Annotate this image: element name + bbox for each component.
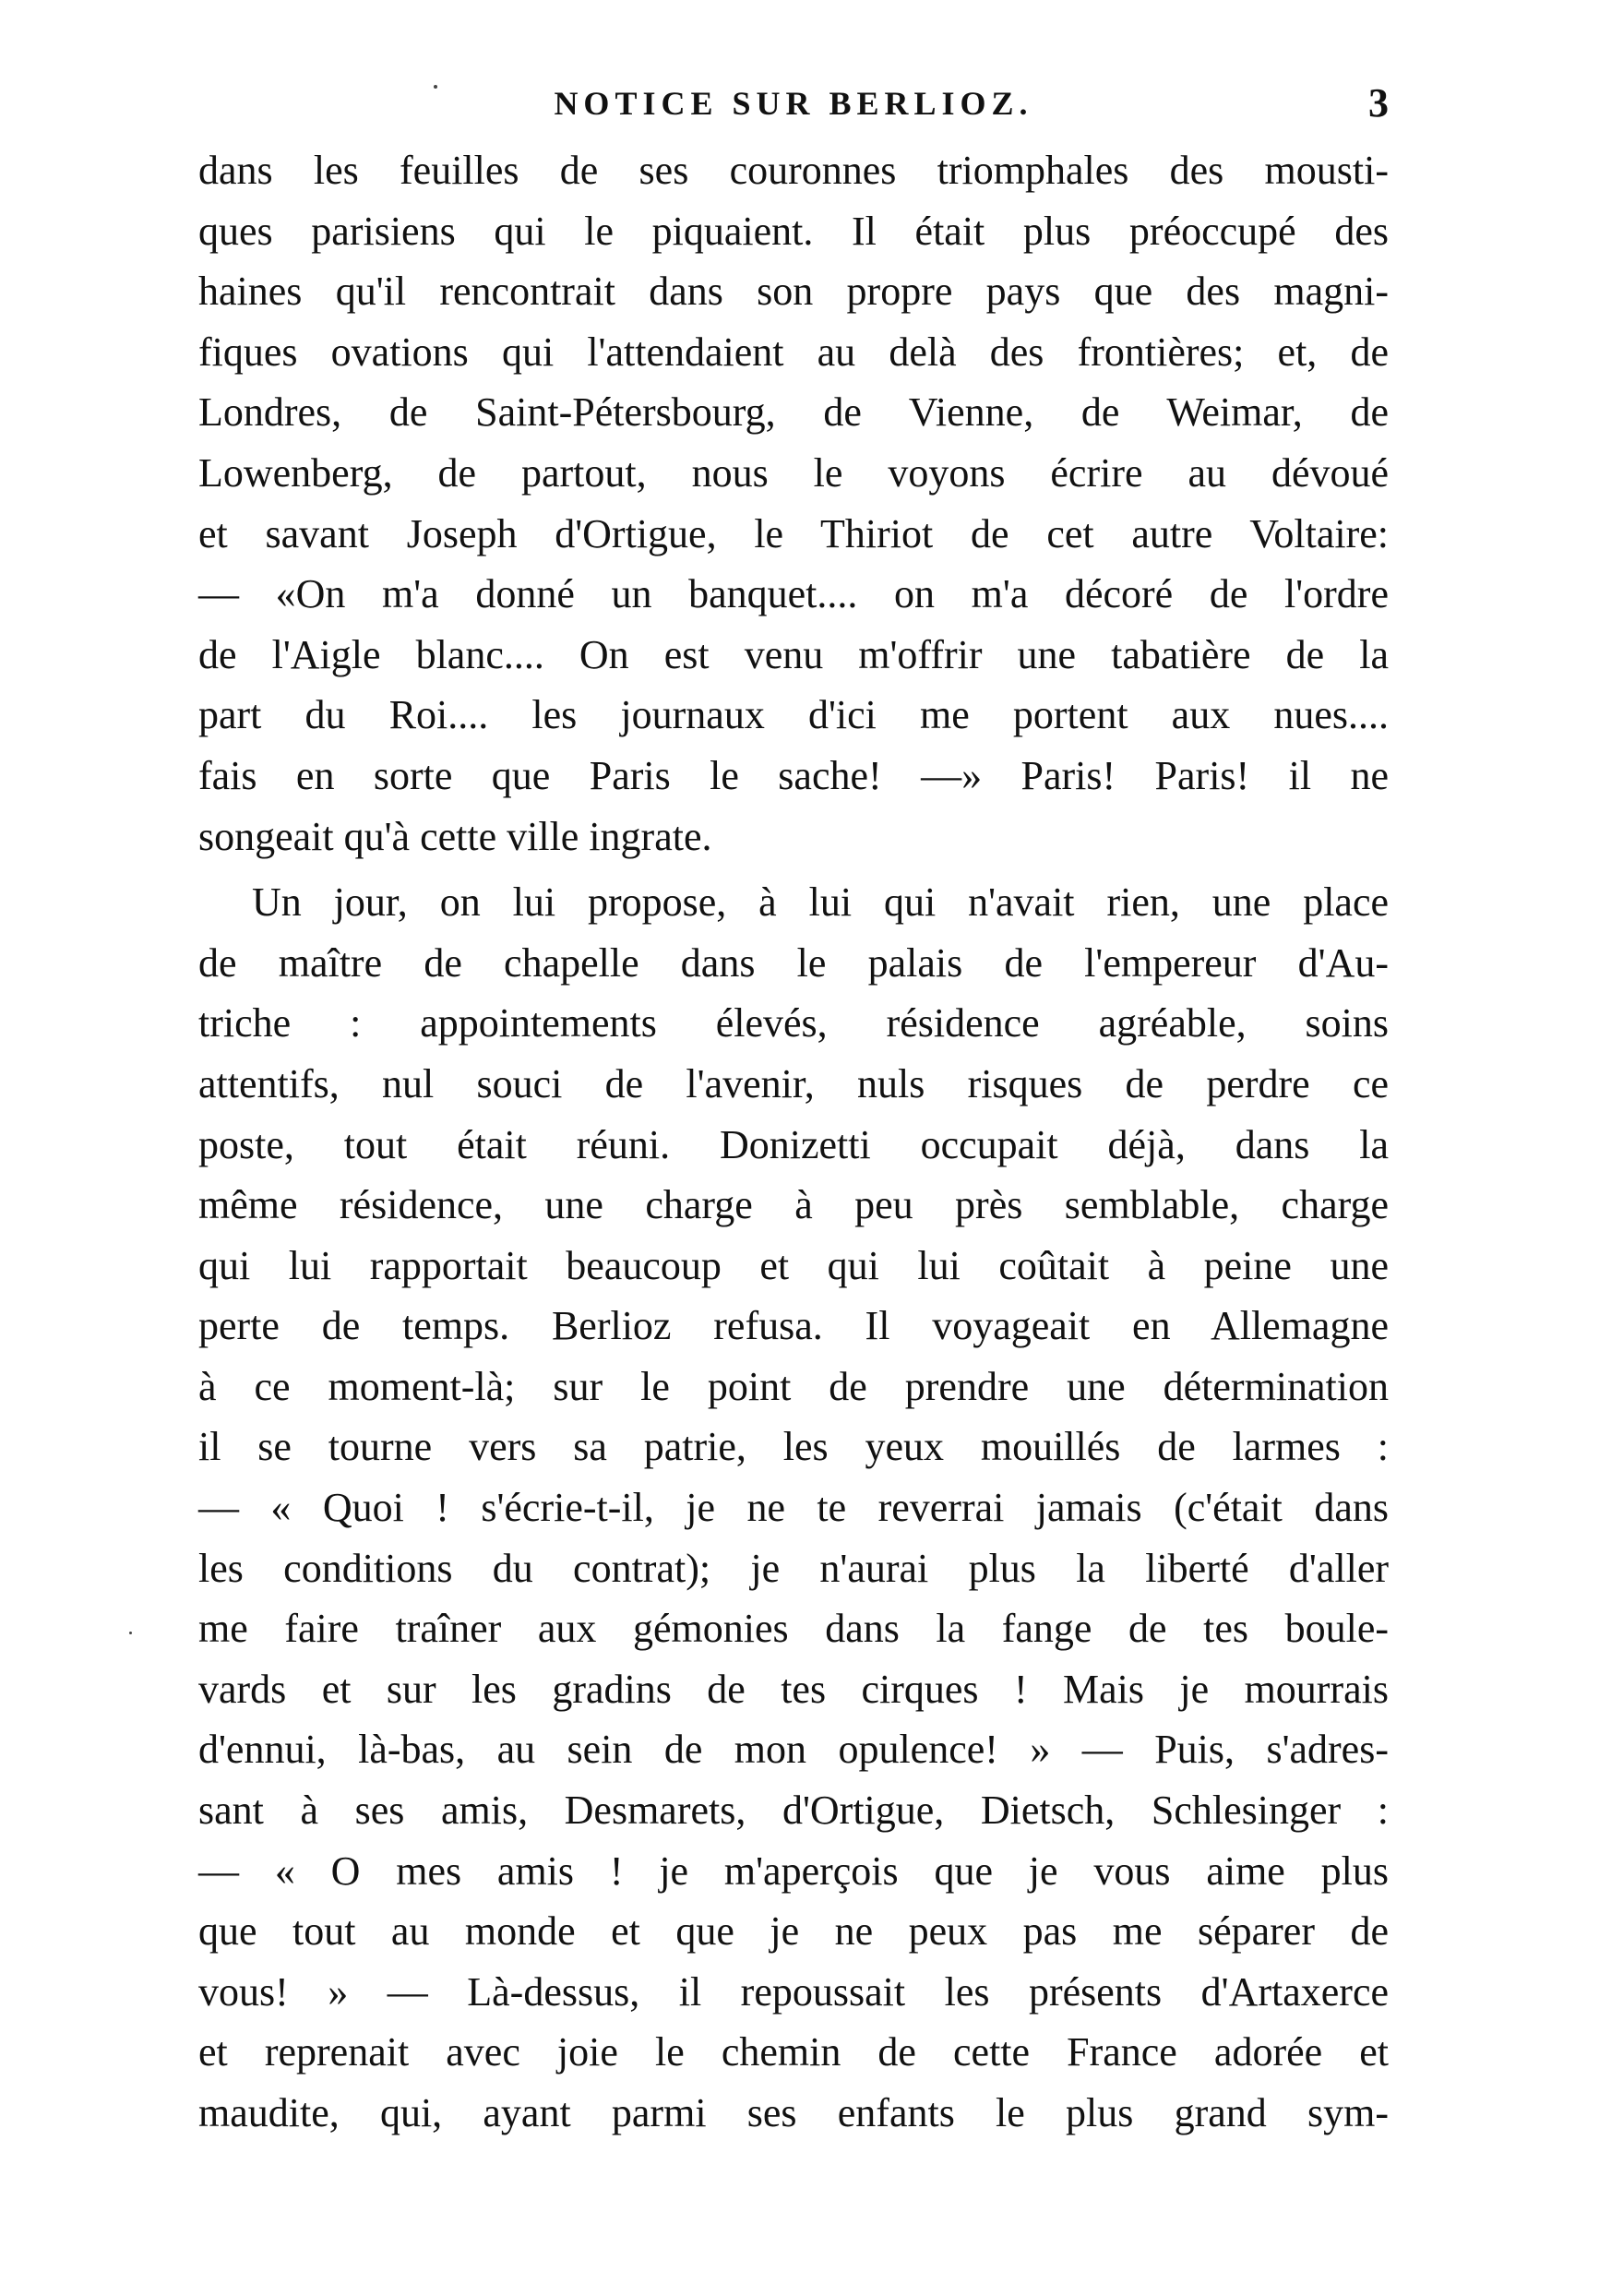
text-line: de l'Aigle blanc.... On est venu m'offrir une tabatière de la xyxy=(198,631,1389,677)
text-line: qui lui rapportait beaucoup et qui lui coûtait à peine une xyxy=(198,1242,1389,1288)
text-line: sant à ses amis, Desmarets, d'Ortigue, Dietsch, Schlesinger : xyxy=(198,1788,1389,1834)
text-line: — « O mes amis ! je m'aperçois que je vous aime plus xyxy=(198,1848,1389,1894)
text-line: — «On m'a donné un banquet.... on m'a décoré de l'ordre xyxy=(198,571,1389,617)
text-line: poste, tout était réuni. Donizetti occupait déjà, dans la xyxy=(198,1121,1389,1167)
text-line: perte de temps. Berlioz refusa. Il voyageait en Allemagne xyxy=(198,1303,1389,1349)
text-line: Londres, de Saint-Pétersbourg, de Vienne, de Weimar, de xyxy=(198,389,1389,436)
text-line: vous! » — Là-dessus, il repoussait les présents d'Artaxerce xyxy=(198,1968,1389,2015)
text-line: même résidence, une charge à peu près semblable, charge xyxy=(198,1182,1389,1228)
text-line: me faire traîner aux gémonies dans la fange de tes boule- xyxy=(198,1606,1389,1652)
text-line: d'ennui, là-bas, au sein de mon opulence! » — Puis, s'adres- xyxy=(198,1727,1389,1773)
page-number: 3 xyxy=(1368,80,1389,126)
text-line: à ce moment-là; sur le point de prendre une détermination xyxy=(198,1363,1389,1409)
print-speck xyxy=(129,1632,132,1634)
text-line: haines qu'il rencontrait dans son propre pays que des magni- xyxy=(198,269,1389,315)
running-title: NOTICE SUR BERLIOZ. xyxy=(554,85,1033,122)
page-header xyxy=(198,76,1389,131)
body-text xyxy=(198,140,1389,2144)
text-line: fiques ovations qui l'attendaient au delà des frontières; et, de xyxy=(198,329,1389,375)
text-line: part du Roi.... les journaux d'ici me portent aux nues.... xyxy=(198,692,1389,738)
text-line: fais en sorte que Paris le sache! —» Paris! Paris! il ne xyxy=(198,752,1389,798)
text-line: songeait qu'à cette ville ingrate. xyxy=(198,813,712,859)
paragraph-2 xyxy=(198,872,1389,2143)
text-line: de maître de chapelle dans le palais de l'empereur d'Au- xyxy=(198,939,1389,986)
text-line: vards et sur les gradins de tes cirques ! Mais je mourrais xyxy=(198,1666,1389,1712)
text-line: Un jour, on lui propose, à lui qui n'avait rien, une place xyxy=(252,879,1389,926)
text-line: ques parisiens qui le piquaient. Il était plus préoccupé des xyxy=(198,208,1389,254)
print-speck xyxy=(434,85,437,89)
text-line: — « Quoi ! s'écrie-t-il, je ne te reverrai jamais (c'était dans xyxy=(198,1485,1389,1531)
text-line: maudite, qui, ayant parmi ses enfants le plus grand sym- xyxy=(198,2090,1389,2135)
text-line: attentifs, nul souci de l'avenir, nuls risques de perdre ce xyxy=(198,1060,1389,1106)
text-line: et reprenait avec joie le chemin de cette France adorée et xyxy=(198,2029,1389,2075)
text-line: et savant Joseph d'Ortigue, le Thiriot de cet autre Voltaire: xyxy=(198,510,1389,556)
text-line: il se tourne vers sa patrie, les yeux mouillés de larmes : xyxy=(198,1424,1389,1470)
paragraph-1 xyxy=(198,140,1389,867)
text-line: triche : appointements élevés, résidence agréable, soins xyxy=(198,1000,1389,1046)
text-line: les conditions du contrat); je n'aurai plus la liberté d'aller xyxy=(198,1545,1389,1591)
text-line: dans les feuilles de ses couronnes triomphales des mousti- xyxy=(198,148,1389,193)
text-line: que tout au monde et que je ne peux pas me séparer de xyxy=(198,1908,1389,1955)
text-line: Lowenberg, de partout, nous le voyons écrire au dévoué xyxy=(198,449,1389,496)
